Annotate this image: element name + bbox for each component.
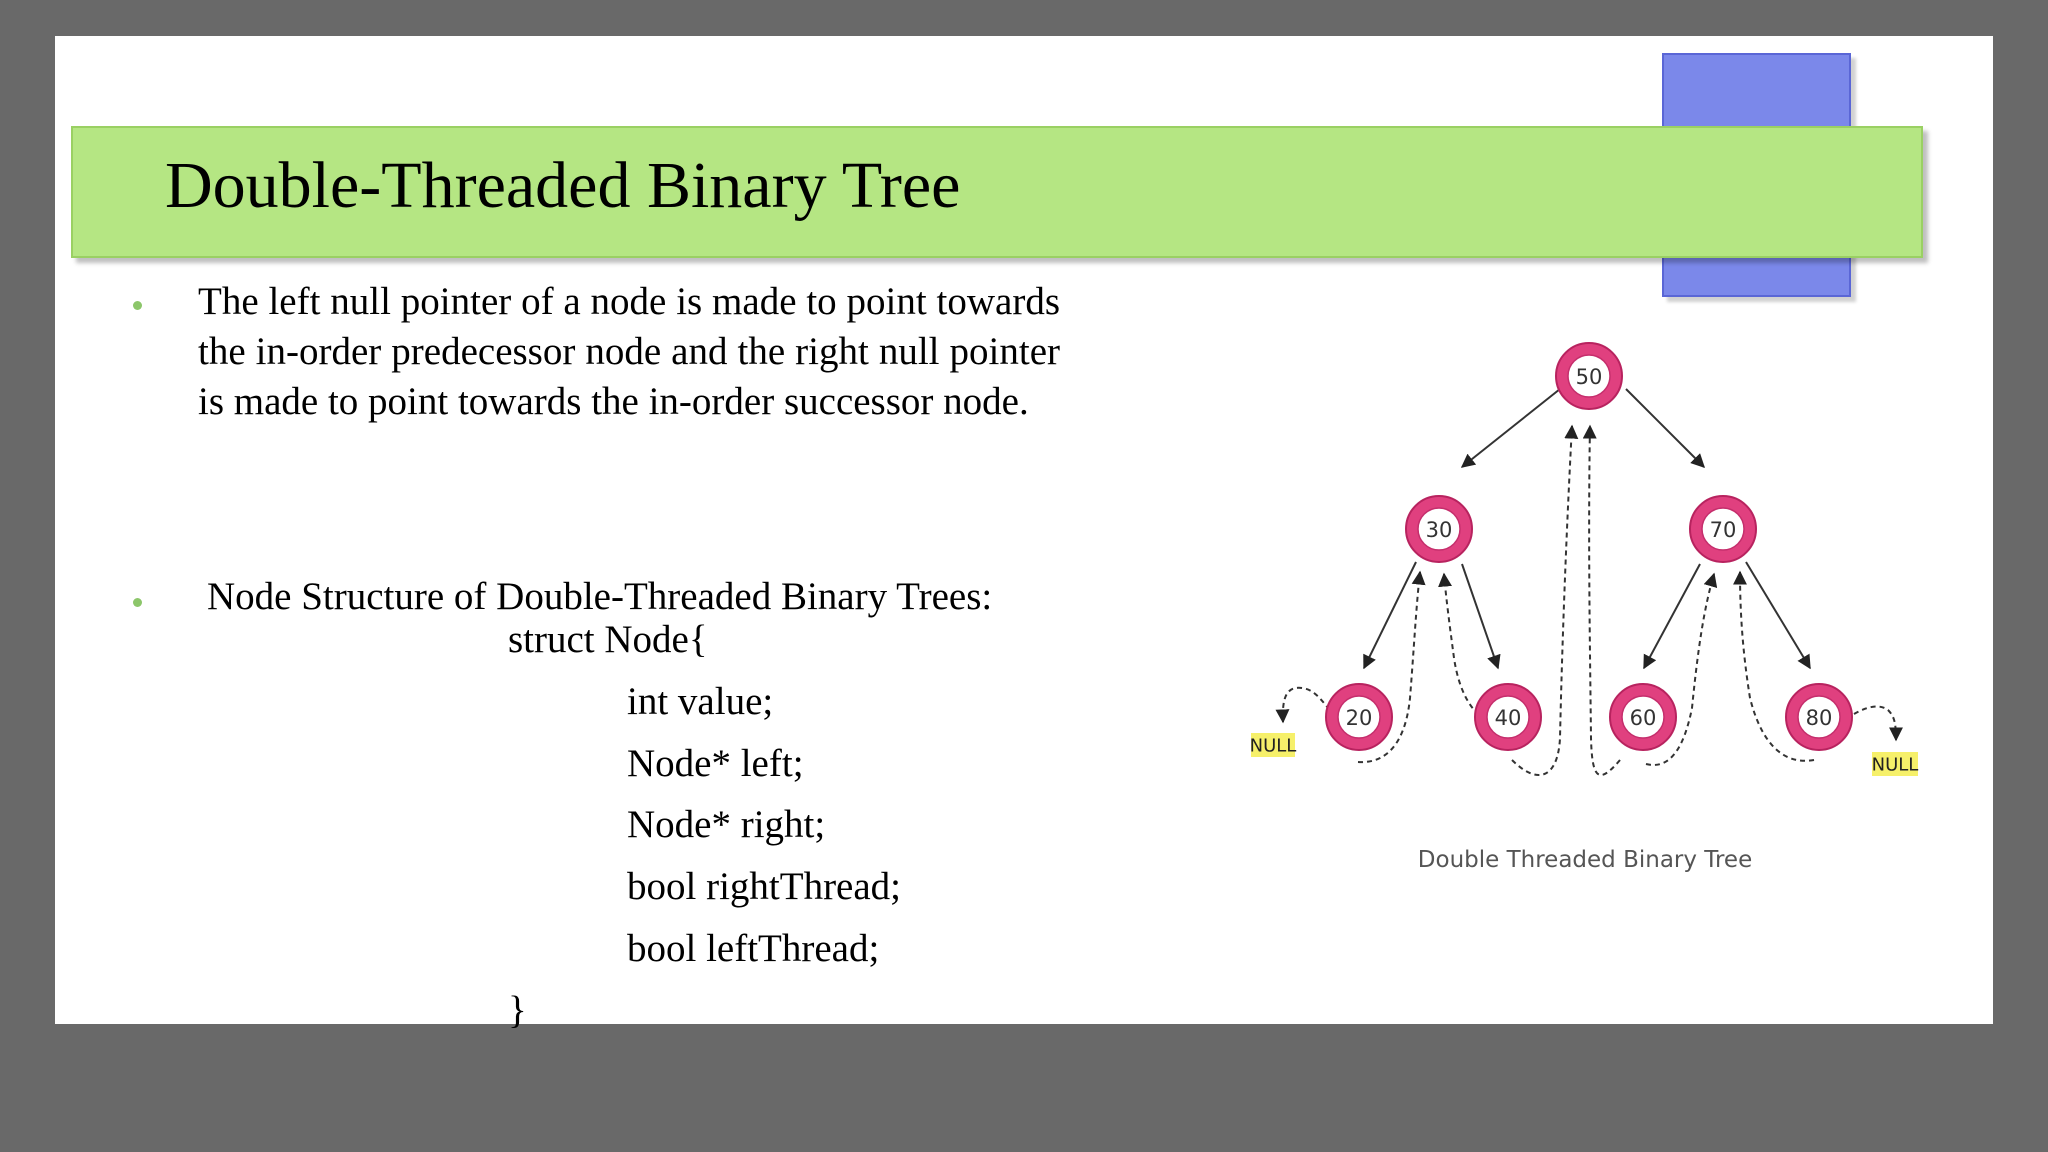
edge-50-30 [1462,389,1560,467]
code-struct-open: struct Node{ [508,618,708,661]
node-label: 40 [1494,706,1522,730]
code-field: Node* left; [627,742,804,785]
slide-title: Double-Threaded Binary Tree [165,149,961,222]
edge-30-20 [1364,562,1416,668]
bullet-text-node-structure: Node Structure of Double-Threaded Binary Trees: [207,575,993,618]
code-field: bool leftThread; [627,927,880,970]
tree-node [1406,496,1472,562]
code-field: int value; [627,680,774,723]
null-tag-left [1250,733,1297,757]
edge-70-80 [1746,562,1810,668]
null-label: NULL [1871,754,1919,776]
figure-caption: Double Threaded Binary Tree [1417,847,1753,873]
tree-node [1475,684,1541,750]
edge-30-40 [1462,564,1498,668]
edge-50-70 [1626,389,1704,467]
threaded-tree-diagram [1240,318,1920,878]
node-label: 20 [1345,706,1373,730]
code-field: bool rightThread; [627,865,902,908]
thread-80-null [1854,707,1896,740]
edge-70-60 [1644,564,1700,668]
tree-node [1556,343,1622,409]
node-label: 50 [1575,365,1603,389]
null-label: NULL [1249,735,1297,757]
bullet-text-threads: The left null pointer of a node is made to point towards the in-order predecessor node and the right null pointer is made to point towards the in-order successor node. [198,280,1060,423]
title-bar [71,126,1923,258]
node-label: 60 [1629,706,1657,730]
bullet-dot-icon [133,301,142,310]
bullet-dot-icon [133,598,142,607]
tree-node [1690,496,1756,562]
node-label: 70 [1709,518,1737,542]
threaded-tree-figure [1240,318,1920,878]
code-field: Node* right; [627,803,826,846]
code-struct-close: } [508,989,527,1032]
tree-node [1786,684,1852,750]
null-tag-right [1872,752,1919,776]
node-label: 30 [1425,518,1453,542]
node-label: 80 [1805,706,1833,730]
tree-node [1326,684,1392,750]
tree-node [1610,684,1676,750]
